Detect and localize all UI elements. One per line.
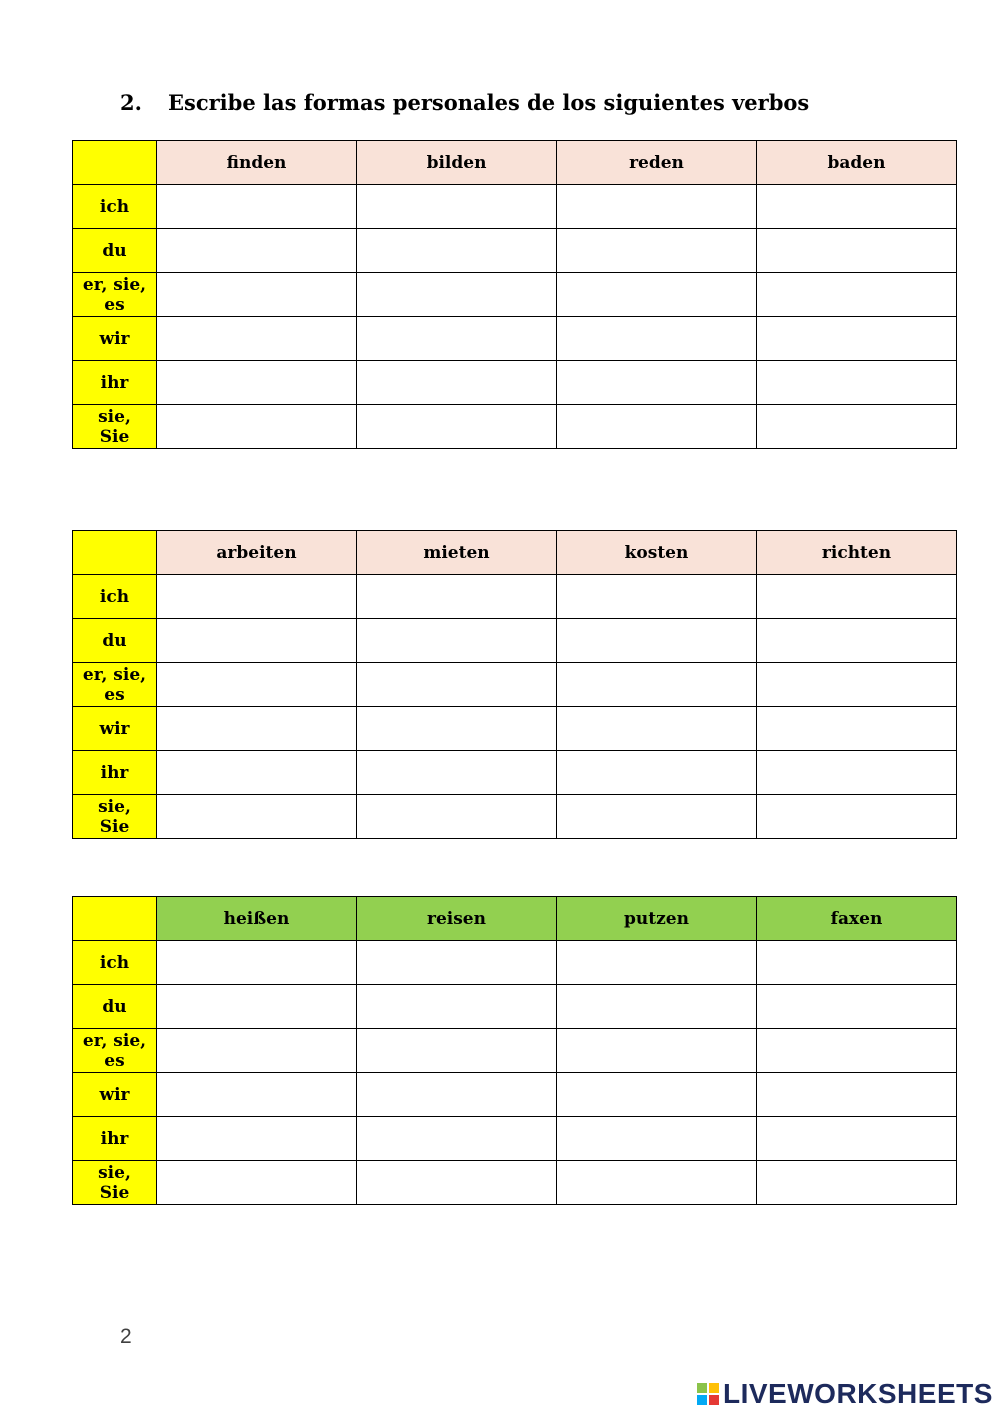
conjugation-table-2 <box>72 530 957 839</box>
verb-header: reden <box>557 141 757 185</box>
answer-cell[interactable] <box>757 1029 957 1073</box>
answer-cell[interactable] <box>757 229 957 273</box>
pronoun-cell <box>73 751 157 795</box>
answer-cell[interactable] <box>757 751 957 795</box>
answer-cell[interactable] <box>357 229 557 273</box>
answer-cell[interactable] <box>157 795 357 839</box>
answer-cell[interactable] <box>357 575 557 619</box>
answer-cell[interactable] <box>757 1073 957 1117</box>
table-row <box>73 751 957 795</box>
answer-cell[interactable] <box>157 1161 357 1205</box>
answer-cell[interactable] <box>157 229 357 273</box>
pronoun-cell <box>73 317 157 361</box>
answer-cell[interactable] <box>357 1073 557 1117</box>
answer-cell[interactable] <box>357 273 557 317</box>
answer-cell[interactable] <box>557 663 757 707</box>
pronoun-label: ich <box>99 196 130 217</box>
answer-cell[interactable] <box>357 405 557 449</box>
table-row <box>73 405 957 449</box>
pronoun-label: Sie <box>99 816 130 837</box>
verb-header: arbeiten <box>157 531 357 575</box>
answer-cell[interactable] <box>357 795 557 839</box>
answer-cell[interactable] <box>557 273 757 317</box>
answer-cell[interactable] <box>757 575 957 619</box>
answer-cell[interactable] <box>557 1073 757 1117</box>
pronoun-label: du <box>102 630 127 651</box>
answer-cell[interactable] <box>157 985 357 1029</box>
pronoun-label: du <box>102 240 127 261</box>
answer-cell[interactable] <box>357 361 557 405</box>
pronoun-label: wir <box>99 328 130 349</box>
answer-cell[interactable] <box>557 1029 757 1073</box>
pronoun-label: er, sie, <box>82 274 147 295</box>
pronoun-label: ihr <box>100 372 129 393</box>
answer-cell[interactable] <box>157 317 357 361</box>
pronoun-cell <box>73 273 157 317</box>
answer-cell[interactable] <box>157 575 357 619</box>
pronoun-label: sie, <box>98 1162 131 1183</box>
answer-cell[interactable] <box>157 405 357 449</box>
pronoun-cell <box>73 361 157 405</box>
answer-cell[interactable] <box>557 405 757 449</box>
answer-cell[interactable] <box>357 317 557 361</box>
answer-cell[interactable] <box>357 663 557 707</box>
table-row <box>73 361 957 405</box>
pronoun-cell <box>73 985 157 1029</box>
pronoun-cell <box>73 1073 157 1117</box>
answer-cell[interactable] <box>157 619 357 663</box>
pronoun-label: wir <box>99 1084 130 1105</box>
answer-cell[interactable] <box>557 1117 757 1161</box>
pronoun-label: ihr <box>100 1128 129 1149</box>
verb-header: bilden <box>357 141 557 185</box>
header-row <box>73 141 957 185</box>
pronoun-label: Sie <box>99 426 130 447</box>
verb-header: mieten <box>357 531 557 575</box>
answer-cell[interactable] <box>557 185 757 229</box>
table-row <box>73 1073 957 1117</box>
verb-header: kosten <box>557 531 757 575</box>
header-row <box>73 897 957 941</box>
answer-cell[interactable] <box>757 185 957 229</box>
verb-header: richten <box>757 531 957 575</box>
liveworksheets-logo-icon <box>697 1383 719 1405</box>
table-row <box>73 273 957 317</box>
pronoun-label: er, sie, <box>82 664 147 685</box>
answer-cell[interactable] <box>557 229 757 273</box>
pronoun-cell <box>73 663 157 707</box>
table-row <box>73 1161 957 1205</box>
pronoun-cell <box>73 1161 157 1205</box>
answer-cell[interactable] <box>157 361 357 405</box>
conjugation-table-1 <box>72 140 957 449</box>
pronoun-cell <box>73 229 157 273</box>
pronoun-label: es <box>104 684 125 705</box>
answer-cell[interactable] <box>357 1161 557 1205</box>
answer-cell[interactable] <box>557 1161 757 1205</box>
answer-cell[interactable] <box>357 1029 557 1073</box>
pronoun-cell <box>73 185 157 229</box>
pronoun-label: ich <box>99 952 130 973</box>
answer-cell[interactable] <box>357 1117 557 1161</box>
answer-cell[interactable] <box>757 1161 957 1205</box>
verb-header: finden <box>157 141 357 185</box>
pronoun-cell <box>73 1117 157 1161</box>
answer-cell[interactable] <box>557 751 757 795</box>
verb-header: putzen <box>557 897 757 941</box>
answer-cell[interactable] <box>157 1029 357 1073</box>
table-row <box>73 663 957 707</box>
answer-cell[interactable] <box>557 941 757 985</box>
answer-cell[interactable] <box>757 795 957 839</box>
answer-cell[interactable] <box>357 619 557 663</box>
pronoun-cell <box>73 405 157 449</box>
table-row <box>73 707 957 751</box>
answer-cell[interactable] <box>157 707 357 751</box>
verb-header: reisen <box>357 897 557 941</box>
answer-cell[interactable] <box>157 1117 357 1161</box>
answer-cell[interactable] <box>357 185 557 229</box>
corner-cell <box>73 897 157 941</box>
answer-cell[interactable] <box>557 985 757 1029</box>
table-row <box>73 185 957 229</box>
brand-name: LIVEWORKSHEETS <box>723 1378 993 1409</box>
table-row <box>73 575 957 619</box>
answer-cell[interactable] <box>557 317 757 361</box>
answer-cell[interactable] <box>757 405 957 449</box>
table-row <box>73 1029 957 1073</box>
exercise-instruction: Escribe las formas personales de los siguientes verbos <box>168 90 810 115</box>
answer-cell[interactable] <box>357 707 557 751</box>
table-row <box>73 619 957 663</box>
table-row <box>73 1117 957 1161</box>
conjugation-table-3 <box>72 896 957 1205</box>
answer-cell[interactable] <box>557 575 757 619</box>
pronoun-label: ihr <box>100 762 129 783</box>
answer-cell[interactable] <box>357 941 557 985</box>
answer-cell[interactable] <box>557 795 757 839</box>
pronoun-label: es <box>104 294 125 315</box>
pronoun-cell <box>73 707 157 751</box>
corner-cell <box>73 531 157 575</box>
pronoun-label: Sie <box>99 1182 130 1203</box>
answer-cell[interactable] <box>757 1117 957 1161</box>
answer-cell[interactable] <box>757 663 957 707</box>
table-row <box>73 985 957 1029</box>
table-row <box>73 317 957 361</box>
header-row <box>73 531 957 575</box>
exercise-number: 2. <box>120 90 142 115</box>
answer-cell[interactable] <box>757 707 957 751</box>
pronoun-cell <box>73 619 157 663</box>
pronoun-label: er, sie, <box>82 1030 147 1051</box>
corner-cell <box>73 141 157 185</box>
pronoun-cell <box>73 1029 157 1073</box>
verb-header: baden <box>757 141 957 185</box>
answer-cell[interactable] <box>157 1073 357 1117</box>
answer-cell[interactable] <box>757 985 957 1029</box>
verb-header: heißen <box>157 897 357 941</box>
answer-cell[interactable] <box>157 663 357 707</box>
answer-cell[interactable] <box>557 619 757 663</box>
pronoun-cell <box>73 795 157 839</box>
pronoun-label: wir <box>99 718 130 739</box>
verb-header: faxen <box>757 897 957 941</box>
table-row <box>73 941 957 985</box>
brand-footer[interactable] <box>697 1377 993 1411</box>
pronoun-label: du <box>102 996 127 1017</box>
answer-cell[interactable] <box>157 273 357 317</box>
answer-cell[interactable] <box>157 941 357 985</box>
answer-cell[interactable] <box>757 317 957 361</box>
pronoun-label: ich <box>99 586 130 607</box>
table-row <box>73 795 957 839</box>
answer-cell[interactable] <box>357 985 557 1029</box>
pronoun-label: es <box>104 1050 125 1071</box>
answer-cell[interactable] <box>157 751 357 795</box>
exercise-heading <box>120 90 809 115</box>
answer-cell[interactable] <box>757 361 957 405</box>
page-number: 2 <box>120 1325 132 1348</box>
answer-cell[interactable] <box>757 941 957 985</box>
answer-cell[interactable] <box>357 751 557 795</box>
answer-cell[interactable] <box>157 185 357 229</box>
pronoun-label: sie, <box>98 406 131 427</box>
pronoun-label: sie, <box>98 796 131 817</box>
pronoun-cell <box>73 941 157 985</box>
pronoun-cell <box>73 575 157 619</box>
table-row <box>73 229 957 273</box>
answer-cell[interactable] <box>757 273 957 317</box>
answer-cell[interactable] <box>557 707 757 751</box>
answer-cell[interactable] <box>757 619 957 663</box>
answer-cell[interactable] <box>557 361 757 405</box>
